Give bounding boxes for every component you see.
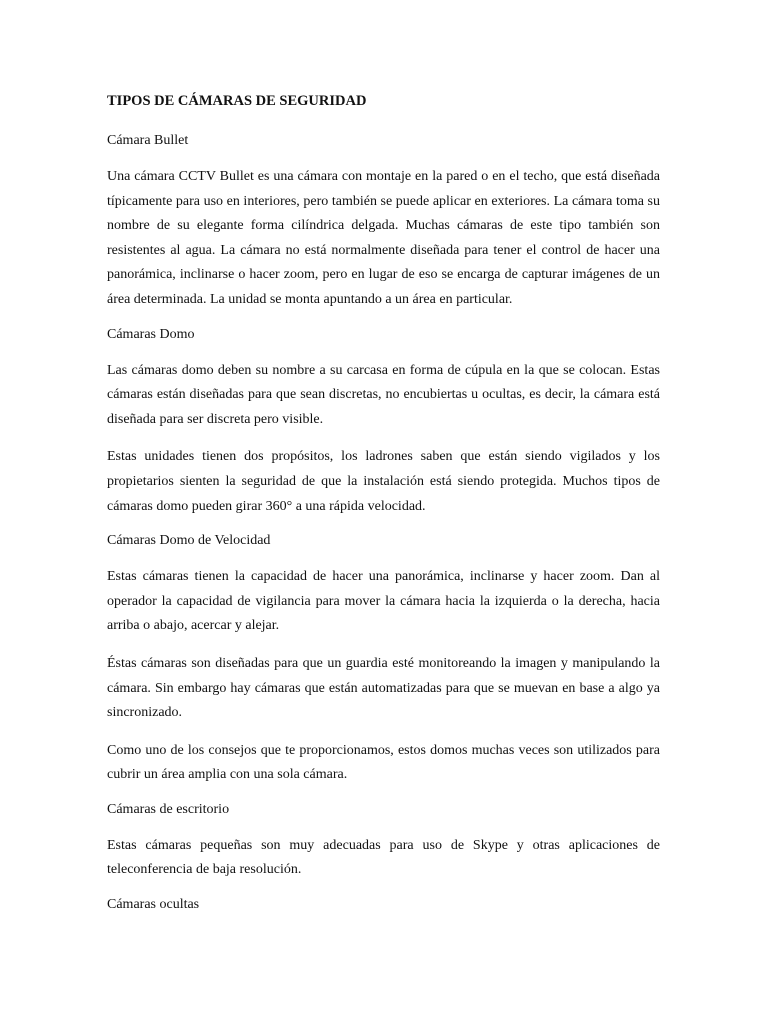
paragraph-domo-velocidad-3: Como uno de los consejos que te proporcionamos, estos domos muchas veces son utilizados para cubrir un área amplia con una sola cámara. [107, 742, 660, 783]
document-title: TIPOS DE CÁMARAS DE SEGURIDAD [107, 93, 367, 109]
paragraph-domo-velocidad-2: Éstas cámaras son diseñadas para que un guardia esté monitoreando la imagen y manipulando la cámara. Sin embargo hay cámaras que están automatizadas para que se muevan en base a algo ya sincronizado. [107, 655, 660, 721]
document-page [107, 92, 660, 929]
section-heading-ocultas: Cámaras ocultas [107, 897, 200, 913]
paragraph-escritorio-1: Estas cámaras pequeñas son muy adecuadas para uso de Skype y otras aplicaciones de teleconferencia de baja resolución. [107, 837, 660, 878]
section-heading-bullet: Cámara Bullet [107, 133, 189, 148]
section-heading-domo-velocidad: Cámaras Domo de Velocidad [107, 533, 271, 549]
section-heading-domo: Cámaras Domo [107, 326, 195, 342]
paragraph-domo-2: Estas unidades tienen dos propósitos, los ladrones saben que están siendo vigilados y los propietarios sienten la seguridad de que la instalación está siendo protegida. Muchos tipos de cámaras domo pueden girar 360° a una rápida velocidad. [107, 449, 660, 514]
paragraph-domo-velocidad-1: Estas cámaras tienen la capacidad de hacer una panorámica, inclinarse y hacer zoom. Dan al operador la capacidad de vigilancia para mover la cámara hacia la izquierda o la derecha, hacia arriba o abajo, acercar y alejar. [107, 569, 660, 634]
paragraph-bullet-1: Una cámara CCTV Bullet es una cámara con montaje en la pared o en el techo, que está diseñada típicamente para uso en interiores, pero también se puede aplicar en exteriores. La cámara toma su nombre de su elegante forma cilíndrica delgada. Muchas cámaras de este tipo también son resistentes al agua. La cámara no está normalmente diseñada para tener el control de hacer una panorámica, inclinarse o hacer zoom, pero en lugar de eso se encarga de capturar imágenes de un área determinada. La unidad se monta apuntando a un área en particular. [107, 169, 660, 307]
paragraph-domo-1: Las cámaras domo deben su nombre a su carcasa en forma de cúpula en la que se colocan. Estas cámaras están diseñadas para que sean discretas, no encubiertas u ocultas, es decir, la cámara está diseñada para ser discreta pero visible. [107, 362, 660, 427]
section-heading-escritorio: Cámaras de escritorio [107, 801, 230, 817]
